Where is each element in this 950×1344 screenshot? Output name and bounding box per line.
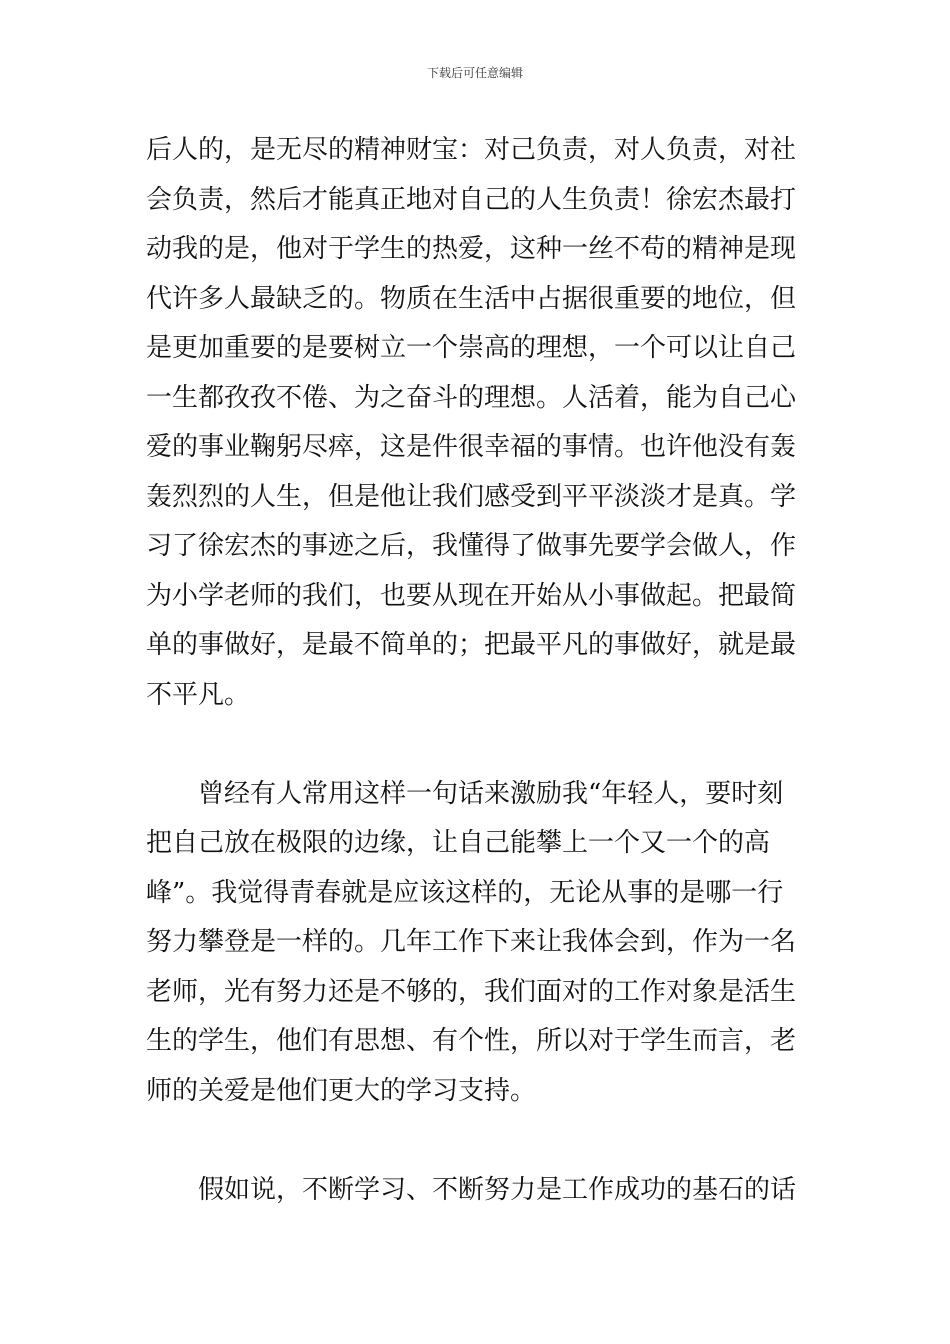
paragraph-1 [146, 126, 810, 720]
text-line: 动我的是，他对于学生的热爱，这种一丝不苟的精神是现 [146, 234, 797, 264]
text-line: 老师，光有努力还是不够的，我们面对的工作对象是活生 [146, 976, 797, 1007]
document-body [146, 126, 810, 1215]
text-line: 会负责，然后才能真正地对自己的人生负责！徐宏杰最打 [146, 184, 797, 215]
text-line: 生的学生，他们有思想、有个性，所以对于学生而言，老 [146, 1026, 797, 1056]
paragraph-spacer [146, 1116, 810, 1166]
text-line: 单的事做好，是最不简单的；把最平凡的事做好，就是最 [146, 630, 797, 660]
text-line: 习了徐宏杰的事迹之后，我懂得了做事先要学会做人，作 [146, 531, 797, 561]
text-line: 曾经有人常用这样一句话来激励我“年轻人，要时刻 [146, 778, 784, 809]
text-line: 轰烈烈的人生，但是他让我们感受到平平淡淡才是真。学 [146, 481, 797, 512]
text-line: 假如说，不断学习、不断努力是工作成功的基石的话 [146, 1174, 797, 1205]
paragraph-2 [146, 770, 810, 1117]
text-line: 峰”。我觉得青春就是应该这样的，无论从事的是哪一行 [146, 877, 784, 908]
text-line: 为小学老师的我们，也要从现在开始从小事做起。把最简 [146, 580, 797, 611]
text-line: 不平凡。 [146, 679, 251, 710]
text-line: 把自己放在极限的边缘，让自己能攀上一个又一个的高 [146, 828, 771, 858]
paragraph-3 [146, 1166, 810, 1216]
paragraph-spacer [146, 720, 810, 770]
text-line: 师的关爱是他们更大的学习支持。 [146, 1075, 537, 1106]
text-line: 努力攀登是一样的。几年工作下来让我体会到，作为一名 [146, 927, 797, 957]
text-line: 一生都孜孜不倦、为之奋斗的理想。人活着，能为自己心 [146, 382, 797, 413]
text-line: 后人的，是无尽的精神财宝：对己负责，对人负责，对社 [146, 135, 797, 165]
text-line: 代许多人最缺乏的。物质在生活中占据很重要的地位，但 [146, 283, 797, 314]
text-line: 爱的事业鞠躬尽瘁，这是件很幸福的事情。也许他没有轰 [146, 432, 797, 462]
page-header: 下载后可任意编辑 [426, 66, 523, 80]
text-line: 是更加重要的是要树立一个崇高的理想，一个可以让自己 [146, 333, 797, 363]
